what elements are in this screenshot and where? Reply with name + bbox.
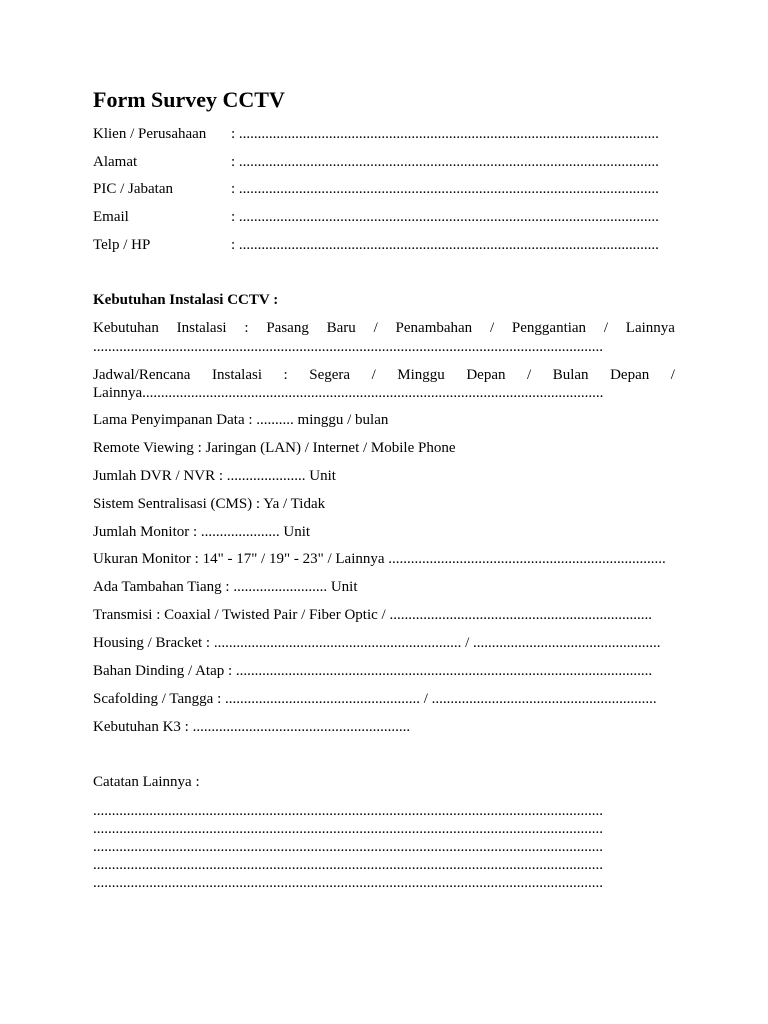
item-jumlah-dvr: Jumlah DVR / NVR : ..................... Unit	[93, 468, 336, 484]
field-label: Email	[93, 209, 129, 225]
word: Instalasi	[212, 367, 262, 383]
word: :	[283, 367, 288, 383]
field-value: : ................................................................................................................	[231, 237, 659, 253]
section-heading: Kebutuhan Instalasi CCTV :	[93, 292, 279, 308]
jadwal-continuation: Lainnya...........................................................................................................................	[93, 385, 604, 401]
word: :	[244, 320, 249, 336]
field-email	[93, 208, 675, 226]
word: Lainnya	[625, 320, 675, 336]
field-alamat	[93, 153, 675, 171]
word: /	[670, 367, 675, 383]
item-housing-bracket: Housing / Bracket : .................................................................. / ..................................................	[93, 635, 661, 651]
field-label: Telp / HP	[93, 237, 151, 253]
field-value: : ................................................................................................................	[231, 126, 659, 142]
item-bahan-dinding: Bahan Dinding / Atap : ...............................................................................................................	[93, 663, 653, 679]
catatan-line: ........................................................................................................................................	[93, 875, 603, 891]
catatan-label: Catatan Lainnya :	[93, 774, 200, 790]
item-transmisi: Transmisi : Coaxial / Twisted Pair / Fiber Optic / ......................................................................	[93, 607, 652, 623]
kebutuhan-instalasi-line	[93, 319, 675, 337]
word: Minggu	[397, 367, 445, 383]
word: Depan	[466, 367, 506, 383]
item-kebutuhan-k3: Kebutuhan K3 : ..........................................................	[93, 719, 411, 735]
item-sistem-sentralisasi: Sistem Sentralisasi (CMS) : Ya / Tidak	[93, 496, 326, 512]
field-pic	[93, 180, 675, 198]
word: Penambahan	[395, 320, 473, 336]
item-lama-penyimpanan: Lama Penyimpanan Data : .......... minggu / bulan	[93, 412, 389, 428]
item-jumlah-monitor: Jumlah Monitor : ..................... Unit	[93, 524, 311, 540]
catatan-line: ........................................................................................................................................	[93, 839, 603, 855]
word: Bulan	[552, 367, 589, 383]
catatan-line: ........................................................................................................................................	[93, 803, 603, 819]
field-value: : ................................................................................................................	[231, 209, 659, 225]
item-remote-viewing: Remote Viewing : Jaringan (LAN) / Internet / Mobile Phone	[93, 440, 456, 456]
word: Penggantian	[511, 320, 587, 336]
field-klien	[93, 125, 675, 143]
word: Baru	[326, 320, 356, 336]
word: Depan	[610, 367, 650, 383]
field-label: PIC / Jabatan	[93, 181, 173, 197]
catatan-line: ........................................................................................................................................	[93, 821, 603, 837]
word: /	[371, 367, 376, 383]
field-label: Alamat	[93, 154, 138, 170]
word: /	[489, 320, 495, 336]
jadwal-line	[93, 366, 675, 384]
kebutuhan-dots: ........................................................................................................................................	[93, 339, 603, 355]
word: Jadwal/Rencana	[93, 367, 191, 383]
item-scafolding: Scafolding / Tangga : .................................................... / ............................................................	[93, 691, 657, 707]
word: Instalasi	[176, 320, 227, 336]
word: Kebutuhan	[93, 320, 159, 336]
field-value: : ................................................................................................................	[231, 154, 659, 170]
item-tambahan-tiang: Ada Tambahan Tiang : ......................... Unit	[93, 579, 358, 595]
word: Pasang	[266, 320, 309, 336]
field-value: : ................................................................................................................	[231, 181, 659, 197]
word: /	[527, 367, 532, 383]
word: /	[373, 320, 378, 336]
field-label: Klien / Perusahaan	[93, 126, 207, 142]
catatan-line: ........................................................................................................................................	[93, 857, 603, 873]
word: /	[603, 320, 609, 336]
field-telp	[93, 236, 675, 254]
form-title: Form Survey CCTV	[93, 87, 285, 112]
word: Segera	[309, 367, 351, 383]
item-ukuran-monitor: Ukuran Monitor : 14" - 17" / 19" - 23" / Lainnya ..........................................................................	[93, 551, 666, 567]
